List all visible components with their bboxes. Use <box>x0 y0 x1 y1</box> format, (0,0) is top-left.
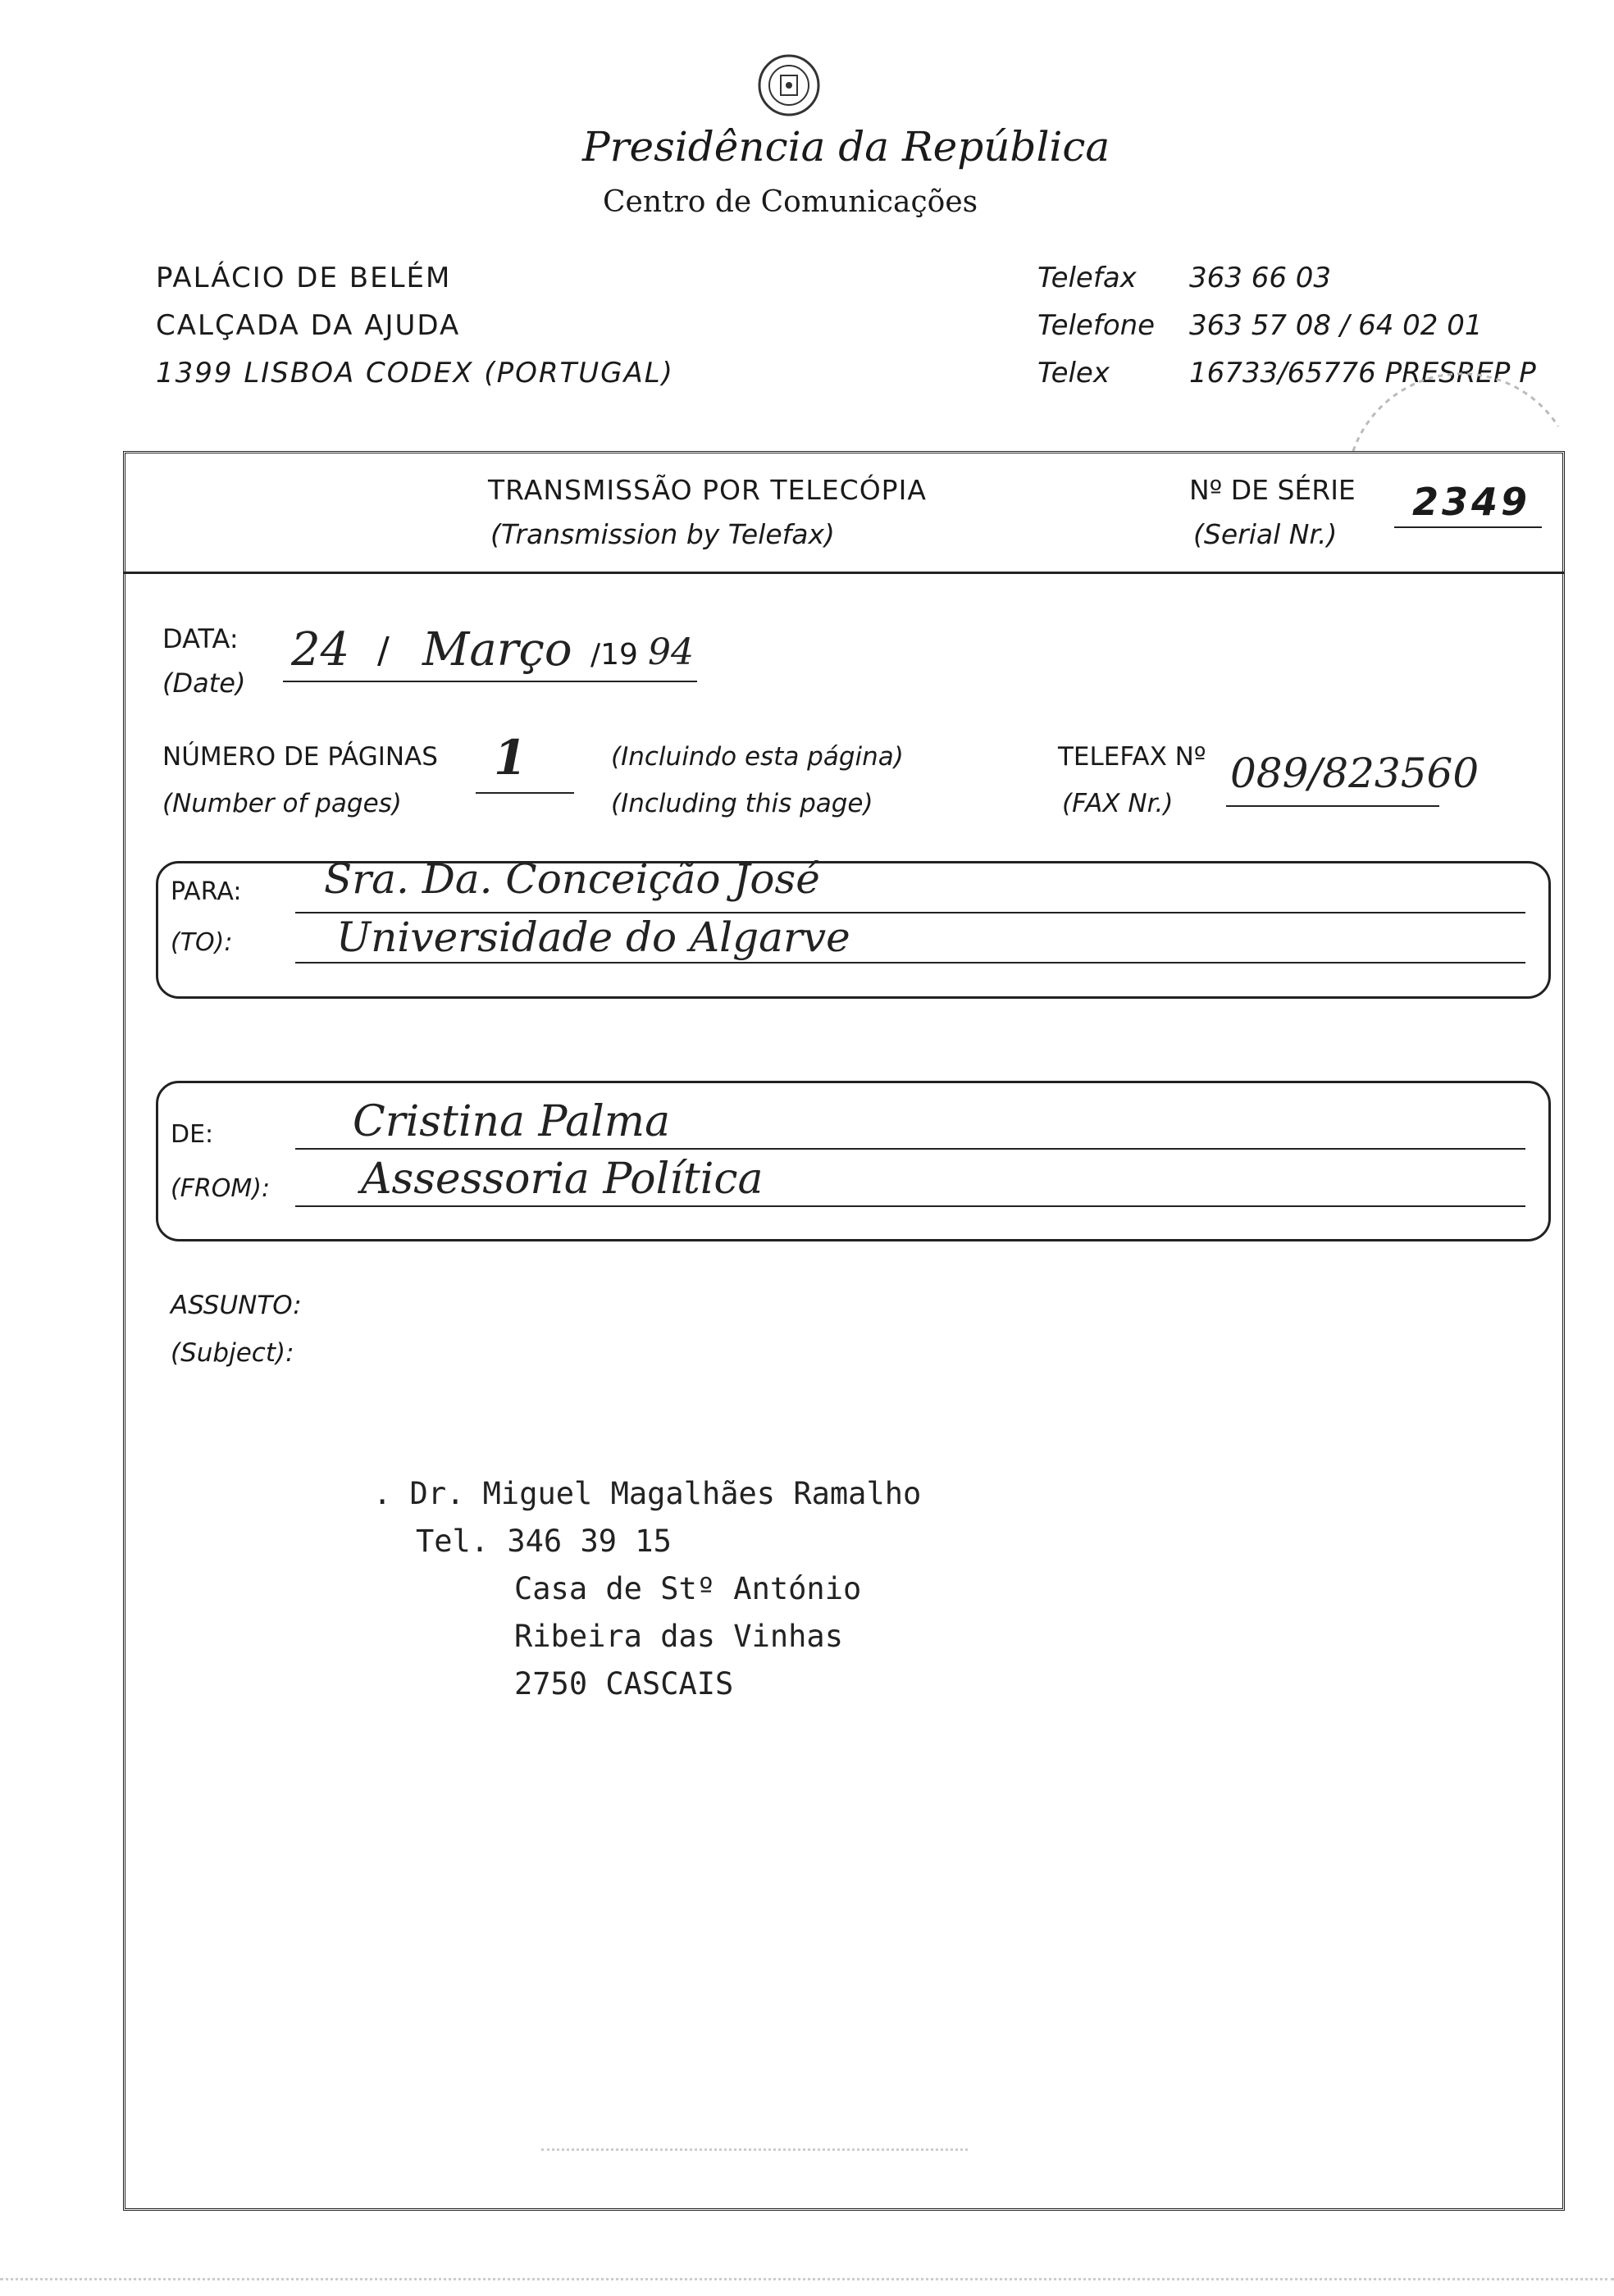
pages-note: (Incluindo esta página) <box>611 742 904 772</box>
subject-label-en: (Subject): <box>171 1338 294 1368</box>
date-month: Março <box>422 623 572 676</box>
subject-label: ASSUNTO: <box>171 1291 302 1320</box>
pages-value: 1 <box>494 730 527 786</box>
telefone-label: Telefone <box>1037 309 1156 342</box>
serial-label: Nº DE SÉRIE <box>1189 474 1356 506</box>
from-label: DE: <box>171 1120 214 1149</box>
serial-underline <box>1394 526 1542 528</box>
letterhead-subtitle: Centro de Comunicações <box>603 185 978 219</box>
date-year-prefix: /19 <box>590 638 638 672</box>
letterhead-title: Presidência da República <box>582 123 1110 171</box>
date-day: 24 <box>291 623 350 676</box>
fax-underline <box>1226 805 1439 807</box>
sender-address <box>156 254 674 397</box>
scan-noise-line <box>0 2278 1614 2280</box>
from-label-en: (FROM): <box>171 1174 271 1203</box>
typed-line: Casa de Stº António <box>514 1571 862 1606</box>
date-underline <box>283 681 697 682</box>
telex-value: 16733/65776 PRESREP P <box>1189 357 1536 390</box>
fax-label: TELEFAX Nº <box>1058 742 1206 772</box>
typed-line: Ribeira das Vinhas <box>514 1619 843 1654</box>
address-line: 1399 LISBOA CODEX (PORTUGAL) <box>156 357 674 390</box>
fax-label-en: (FAX Nr.) <box>1062 789 1174 818</box>
date-separator: / <box>377 630 390 672</box>
coat-of-arms-emblem <box>755 51 823 120</box>
pages-label: NÚMERO DE PÁGINAS <box>162 742 438 772</box>
form-heading-en: (Transmission by Telefax) <box>490 518 835 550</box>
fax-form-frame <box>123 451 1565 2211</box>
typed-line: . Dr. Miguel Magalhães Ramalho <box>373 1476 922 1511</box>
fax-number: 089/823560 <box>1230 749 1480 797</box>
scan-noise-line <box>541 2148 968 2151</box>
sender-name: Cristina Palma <box>353 1097 671 1146</box>
pages-note-en: (Including this page) <box>611 789 873 818</box>
telex-label: Telex <box>1037 357 1110 390</box>
sender-name-line <box>295 1148 1525 1150</box>
address-line: CALÇADA DA AJUDA <box>156 309 461 342</box>
recipient-org-line <box>295 962 1525 963</box>
serial-number: 2349 <box>1412 480 1531 524</box>
sender-dept-line <box>295 1205 1525 1207</box>
recipient-organization: Universidade do Algarve <box>336 913 850 961</box>
pages-label-en: (Number of pages) <box>162 789 402 818</box>
serial-label-en: (Serial Nr.) <box>1193 518 1338 550</box>
date-label-en: (Date) <box>162 667 246 699</box>
pages-underline <box>476 792 574 794</box>
to-label-en: (TO): <box>171 928 233 957</box>
to-label: PARA: <box>171 877 242 906</box>
telefone-value: 363 57 08 / 64 02 01 <box>1189 309 1483 342</box>
typed-address-block <box>373 1470 921 1708</box>
date-year-suffix: 94 <box>648 631 694 673</box>
telefax-label: Telefax <box>1037 262 1137 294</box>
telefax-value: 363 66 03 <box>1189 262 1332 294</box>
typed-line: Tel. 346 39 15 <box>416 1524 672 1559</box>
form-header-divider <box>123 572 1565 574</box>
address-line: PALÁCIO DE BELÉM <box>156 262 452 294</box>
recipient-name: Sra. Da. Conceição José <box>324 855 820 903</box>
sender-department: Assessoria Política <box>361 1155 764 1204</box>
typed-line: 2750 CASCAIS <box>514 1666 734 1702</box>
date-label: DATA: <box>162 623 239 654</box>
form-heading: TRANSMISSÃO POR TELECÓPIA <box>488 474 927 506</box>
